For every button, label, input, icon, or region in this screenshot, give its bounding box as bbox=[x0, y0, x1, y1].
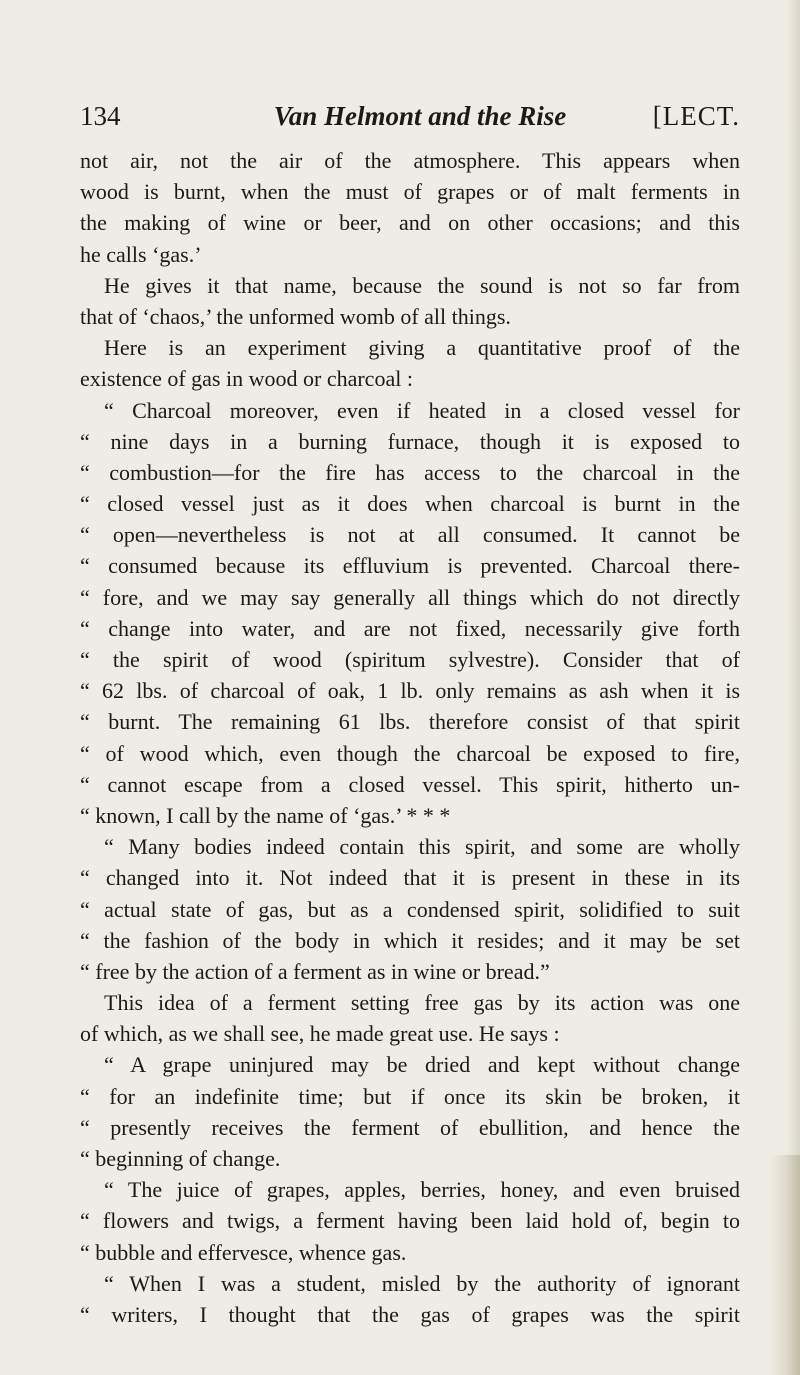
text-line: “ closed vessel just as it does when charcoal is burnt in the bbox=[80, 491, 740, 517]
text-line: “ Charcoal moreover, even if heated in a closed vessel for bbox=[104, 397, 740, 423]
page-corner-shadow bbox=[770, 1155, 800, 1375]
text-line: “ The juice of grapes, apples, berries, honey, and even bruised bbox=[104, 1177, 740, 1203]
text-line: “ bubble and effervesce, whence gas. bbox=[80, 1239, 407, 1265]
text-line: not air, not the air of the atmosphere. This appears when bbox=[80, 148, 740, 173]
text-line: Here is an experiment giving a quantitative proof of the bbox=[104, 335, 740, 361]
running-title: Van Helmont and the Rise bbox=[273, 101, 567, 131]
text-line: he calls ‘gas.’ bbox=[80, 241, 202, 267]
text-line: “ the fashion of the body in which it resides; and it may be set bbox=[80, 927, 740, 953]
text-line: “ actual state of gas, but as a condensed spirit, solidified to suit bbox=[80, 896, 740, 922]
text-line: “ burnt. The remaining 61 lbs. therefore consist of that spirit bbox=[80, 709, 740, 735]
text-line: wood is burnt, when the must of grapes or of malt ferments in bbox=[80, 179, 740, 205]
text-line: “ of wood which, even though the charcoal be exposed to fire, bbox=[80, 740, 740, 766]
text-line: “ flowers and twigs, a ferment having been laid hold of, begin to bbox=[80, 1208, 740, 1234]
text-line: “ known, I call by the name of ‘gas.’ * * * bbox=[80, 802, 451, 828]
text-line: “ A grape uninjured may be dried and kept without change bbox=[104, 1052, 740, 1078]
running-section: [LECT. bbox=[652, 101, 740, 131]
text-line: “ writers, I thought that the gas of grapes was the spirit bbox=[80, 1301, 740, 1327]
text-line: of which, as we shall see, he made great use. He says : bbox=[80, 1021, 560, 1047]
text-line: existence of gas in wood or charcoal : bbox=[80, 366, 413, 392]
text-line: “ change into water, and are not fixed, necessarily give forth bbox=[80, 615, 740, 641]
text-line: “ for an indefinite time; but if once its skin be broken, it bbox=[80, 1083, 740, 1109]
text-line: “ the spirit of wood (spiritum sylvestre). Consider that of bbox=[80, 647, 740, 672]
text-line: that of ‘chaos,’ the unformed womb of all things. bbox=[80, 303, 511, 329]
text-line: “ consumed because its effluvium is prevented. Charcoal there- bbox=[80, 553, 740, 579]
page-number: 134 bbox=[80, 101, 121, 131]
text-line: “ When I was a student, misled by the authority of ignorant bbox=[104, 1270, 740, 1296]
text-line: “ free by the action of a ferment as in wine or bread.” bbox=[80, 958, 550, 984]
text-line: “ fore, and we may say generally all things which do not directly bbox=[80, 584, 740, 610]
text-line: “ Many bodies indeed contain this spirit, and some are wholly bbox=[104, 834, 740, 860]
text-line: “ beginning of change. bbox=[80, 1146, 281, 1171]
running-header bbox=[80, 96, 740, 136]
text-line: “ combustion—for the fire has access to the charcoal in the bbox=[80, 459, 740, 485]
text-line: “ 62 lbs. of charcoal of oak, 1 lb. only remains as ash when it is bbox=[80, 678, 740, 704]
text-line: the making of wine or beer, and on other occasions; and this bbox=[80, 210, 740, 236]
text-line: “ presently receives the ferment of ebullition, and hence the bbox=[80, 1114, 740, 1140]
text-line: “ cannot escape from a closed vessel. This spirit, hitherto un- bbox=[80, 771, 740, 797]
text-line: “ changed into it. Not indeed that it is present in these in its bbox=[80, 865, 740, 891]
text-line: He gives it that name, because the sound is not so far from bbox=[104, 272, 740, 298]
text-line: This idea of a ferment setting free gas by its action was one bbox=[104, 990, 740, 1016]
body-text bbox=[80, 145, 740, 1330]
text-line: “ nine days in a burning furnace, though it is exposed to bbox=[80, 428, 740, 454]
text-line: “ open—nevertheless is not at all consumed. It cannot be bbox=[80, 522, 740, 548]
